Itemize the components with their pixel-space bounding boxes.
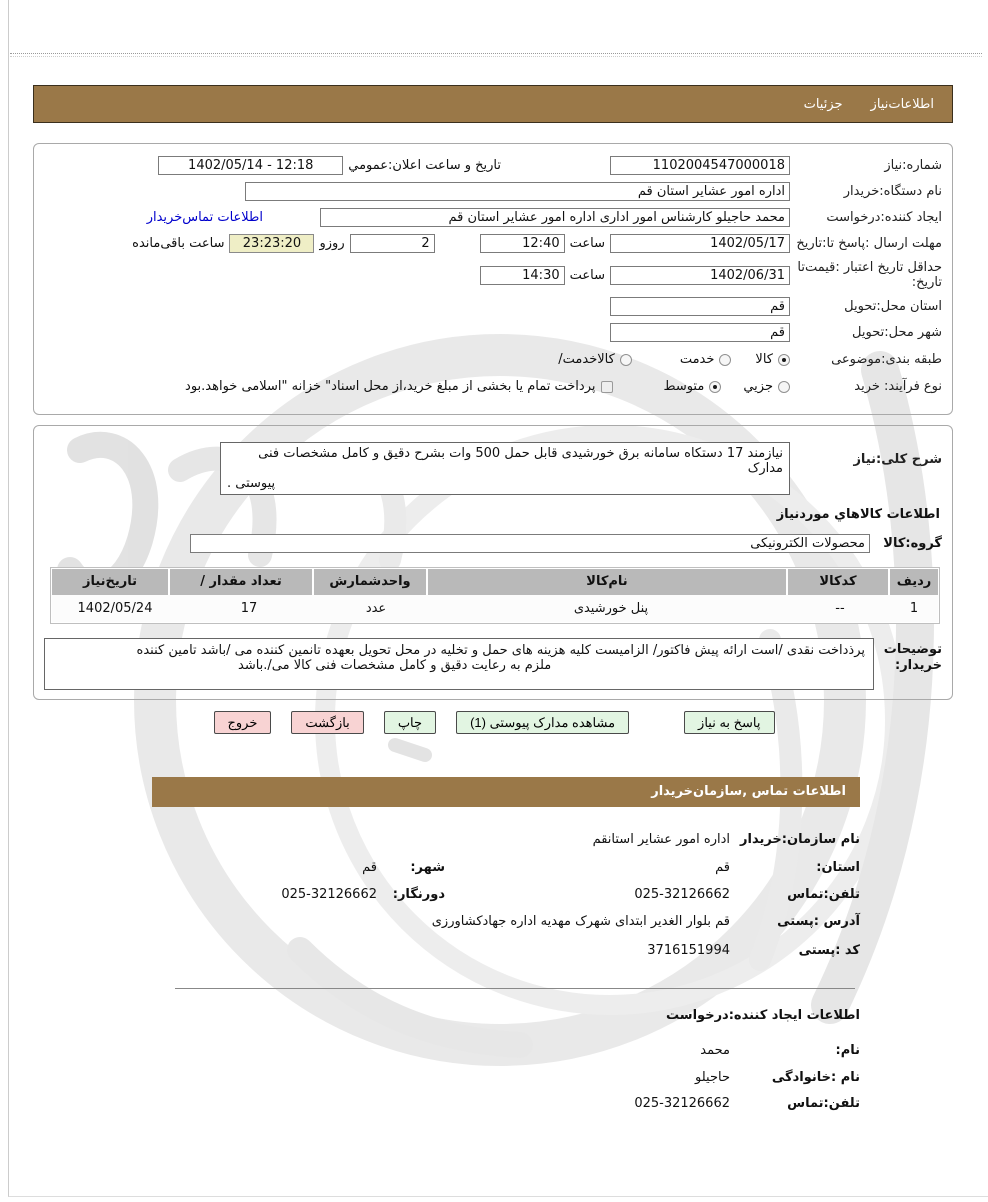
col-goods-name: نام‌کالا (428, 569, 786, 595)
classification-row (44, 352, 942, 367)
need-description-line2: پیوستی . (227, 476, 276, 491)
radio-goods-service[interactable] (620, 354, 632, 366)
cell-quantity: 17 (178, 595, 320, 622)
reply-deadline-row (44, 234, 942, 253)
delivery-city-input[interactable] (610, 323, 790, 342)
buyer-notes-line1: پرذداخت نقدی /است ارائه پیش فاکتور/ الزامیست کلیه هزینه های حمل و تخلیه در محل تحویل بعهده تانمین کننده می /باشد تامین کننده (136, 643, 865, 658)
top-divider (10, 53, 982, 57)
delivery-province-label: استان محل:تحویل (844, 299, 942, 314)
radio-goods-label: کالا (755, 352, 773, 367)
price-validity-row (44, 260, 942, 290)
need-description-line1: نیازمند 17 دستکاه سامانه برق خورشیدی قابل حمل 500 وات بشرح دقیق و کامل مشخصات فنی مدارک (258, 446, 783, 476)
tab-need-info[interactable]: اطلاعات‌نیاز (870, 96, 934, 112)
section-tabbar (33, 85, 953, 123)
buyer-notes-line2: ملزم به رعایت دقیق و کامل مشخصات فنی کالا می/.باشد (238, 658, 552, 673)
creator-family-label: نام :خانوادگی (771, 1070, 860, 1085)
radio-medium-label: متوسط (663, 379, 705, 394)
action-buttons (0, 711, 988, 734)
deadline-time-input[interactable] (480, 234, 565, 253)
cell-need-date: 1402/05/24 (52, 595, 178, 622)
delivery-city-label: شهر محل:تحویل (852, 325, 942, 340)
price-validity-label: حداقل تاریخ اعتبار :قیمت‌تا تاریخ: (797, 260, 942, 290)
deadline-date-input[interactable] (610, 234, 790, 253)
treasury-checkbox[interactable] (601, 381, 613, 393)
goods-table-header (52, 569, 938, 595)
radio-minor-label: جزیي (743, 379, 773, 394)
buyer-contact-link[interactable]: اطلاعات تماس‌خریدار (146, 210, 263, 225)
contact-address-row (144, 914, 860, 929)
request-creator-label: ایجاد کننده:درخواست (826, 210, 942, 225)
goods-table (50, 567, 940, 624)
respond-button[interactable]: پاسخ به نیاز (684, 711, 774, 734)
buyer-notes-label: توضیحات خریدار: (883, 642, 942, 673)
option-goods-service (558, 352, 632, 367)
radio-service-label: خدمت (679, 352, 715, 367)
buyer-notes-row (44, 638, 942, 690)
goods-group-label: گروه:کالا (883, 536, 942, 551)
cell-unit: عدد (320, 595, 432, 622)
contact-city-label: شهر: (410, 860, 445, 875)
back-button[interactable]: بازگشت (291, 711, 363, 734)
need-info-panel (33, 143, 953, 415)
hour-label: ساعت (569, 267, 605, 283)
contact-city-value: قم (362, 860, 377, 875)
view-attachments-button[interactable]: مشاهده مدارک پیوستی (1) (456, 711, 629, 734)
creator-name-value: محمد (700, 1043, 730, 1058)
radio-goods-service-label: کالاخدمت/ (558, 352, 615, 367)
need-description-label: شرح کلی:نیاز (853, 452, 942, 467)
request-creator-row (44, 208, 942, 227)
goods-group-input[interactable] (190, 534, 870, 553)
contact-postal-row (144, 943, 860, 958)
creator-name-label: نام: (835, 1043, 860, 1058)
need-number-row (44, 156, 942, 175)
countdown-timer: 23:23:20 (229, 234, 314, 253)
classification-label: طبقه بندی:موضوعی (831, 352, 942, 367)
section-divider (175, 988, 855, 989)
cell-goods-code: -- (790, 595, 890, 622)
radio-service[interactable] (719, 354, 731, 366)
option-goods (755, 352, 790, 367)
contact-phone-row (144, 887, 860, 902)
treasury-note: پرداخت تمام یا بخشی از مبلغ خرید،از محل اسناد" خزانه "اسلامی خواهد.بود (185, 379, 596, 394)
buyer-org-label: نام دستگاه:خریدار (843, 184, 942, 199)
need-description-box[interactable] (220, 442, 790, 495)
contact-fax-label: دورنگار: (392, 887, 445, 902)
need-number-input[interactable] (610, 156, 790, 175)
cell-row-number: 1 (890, 595, 938, 622)
col-need-date: تاریخ‌نیاز (52, 569, 168, 595)
need-number-label: شماره:نیاز (884, 158, 942, 173)
creator-family-row (144, 1070, 860, 1085)
hours-remaining-label: ساعت باقی‌مانده (132, 236, 225, 251)
request-creator-input[interactable] (320, 208, 790, 227)
treasury-option (185, 379, 613, 394)
goods-info-heading: اطلاعات کالاهاي موردنیاز (776, 507, 940, 522)
col-quantity: تعداد مقدار / (170, 569, 312, 595)
process-type-label: نوع فرآیند: خرید (854, 379, 942, 394)
validity-date-input[interactable] (610, 266, 790, 285)
col-goods-code: کدکالا (788, 569, 888, 595)
contact-address-value: قم بلوار الغدیر ابتدای شهرک مهدیه اداره جهادکشاورزی (431, 914, 730, 929)
buyer-contact-section-header: اطلاعات تماس ,سازمان‌خریدار (152, 777, 860, 807)
exit-button[interactable]: خروج (214, 711, 272, 734)
delivery-province-input[interactable] (610, 297, 790, 316)
delivery-province-row (44, 297, 942, 316)
col-row-number: ردیف (890, 569, 938, 595)
contact-postal-value: 3716151994 (647, 943, 730, 958)
reply-deadline-label: مهلت ارسال :پاسخ تا:تاریخ (796, 236, 942, 251)
buyer-notes-box[interactable] (44, 638, 874, 690)
option-medium (663, 379, 721, 394)
contact-fax-value: 025-32126662 (281, 887, 377, 902)
process-type-row (44, 379, 942, 394)
print-button[interactable]: چاپ (384, 711, 436, 734)
remaining-days-input[interactable] (350, 234, 435, 253)
need-description-row (44, 442, 942, 495)
contact-province-row (144, 860, 860, 875)
contact-postal-label: کد :پستی (798, 943, 860, 958)
validity-time-input[interactable] (480, 266, 565, 285)
option-service (680, 352, 732, 367)
radio-minor[interactable] (778, 381, 790, 393)
tab-details[interactable]: جزئیات (803, 96, 843, 112)
table-row[interactable] (52, 595, 938, 622)
announce-datetime-input[interactable] (158, 156, 343, 175)
contact-org-value: اداره امور عشایر استانقم (592, 832, 730, 847)
col-unit: واحدشمارش (314, 569, 426, 595)
option-minor (743, 379, 790, 394)
creator-phone-row (144, 1096, 860, 1111)
buyer-org-input[interactable] (245, 182, 790, 201)
delivery-city-row (44, 323, 942, 342)
cell-goods-name: پنل خورشیدی (432, 595, 790, 622)
creator-phone-value: 025-32126662 (634, 1096, 730, 1111)
days-label: روزو (319, 236, 345, 251)
contact-phone-value: 025-32126662 (634, 887, 730, 902)
goods-group-row (44, 534, 942, 553)
creator-section-title: اطلاعات ایجاد کننده:درخواست (666, 1008, 860, 1023)
contact-address-label: آدرس :پستی (777, 914, 860, 929)
goods-panel (33, 425, 953, 700)
contact-org-label: نام سازمان:خریدار (740, 832, 860, 847)
radio-medium[interactable] (709, 381, 721, 393)
hour-label: ساعت (569, 236, 605, 251)
creator-family-value: حاجیلو (695, 1070, 730, 1085)
contact-phone-label: تلفن:تماس (787, 887, 860, 902)
radio-goods[interactable] (778, 354, 790, 366)
creator-phone-label: تلفن:تماس (787, 1096, 860, 1111)
contact-org-row (144, 832, 860, 847)
creator-name-row (144, 1043, 860, 1058)
contact-province-value: قم (715, 860, 730, 875)
announce-label: تاریخ و ساعت اعلان:عمومي (348, 158, 501, 173)
buyer-org-row (44, 182, 942, 201)
contact-province-label: استان: (816, 860, 860, 875)
